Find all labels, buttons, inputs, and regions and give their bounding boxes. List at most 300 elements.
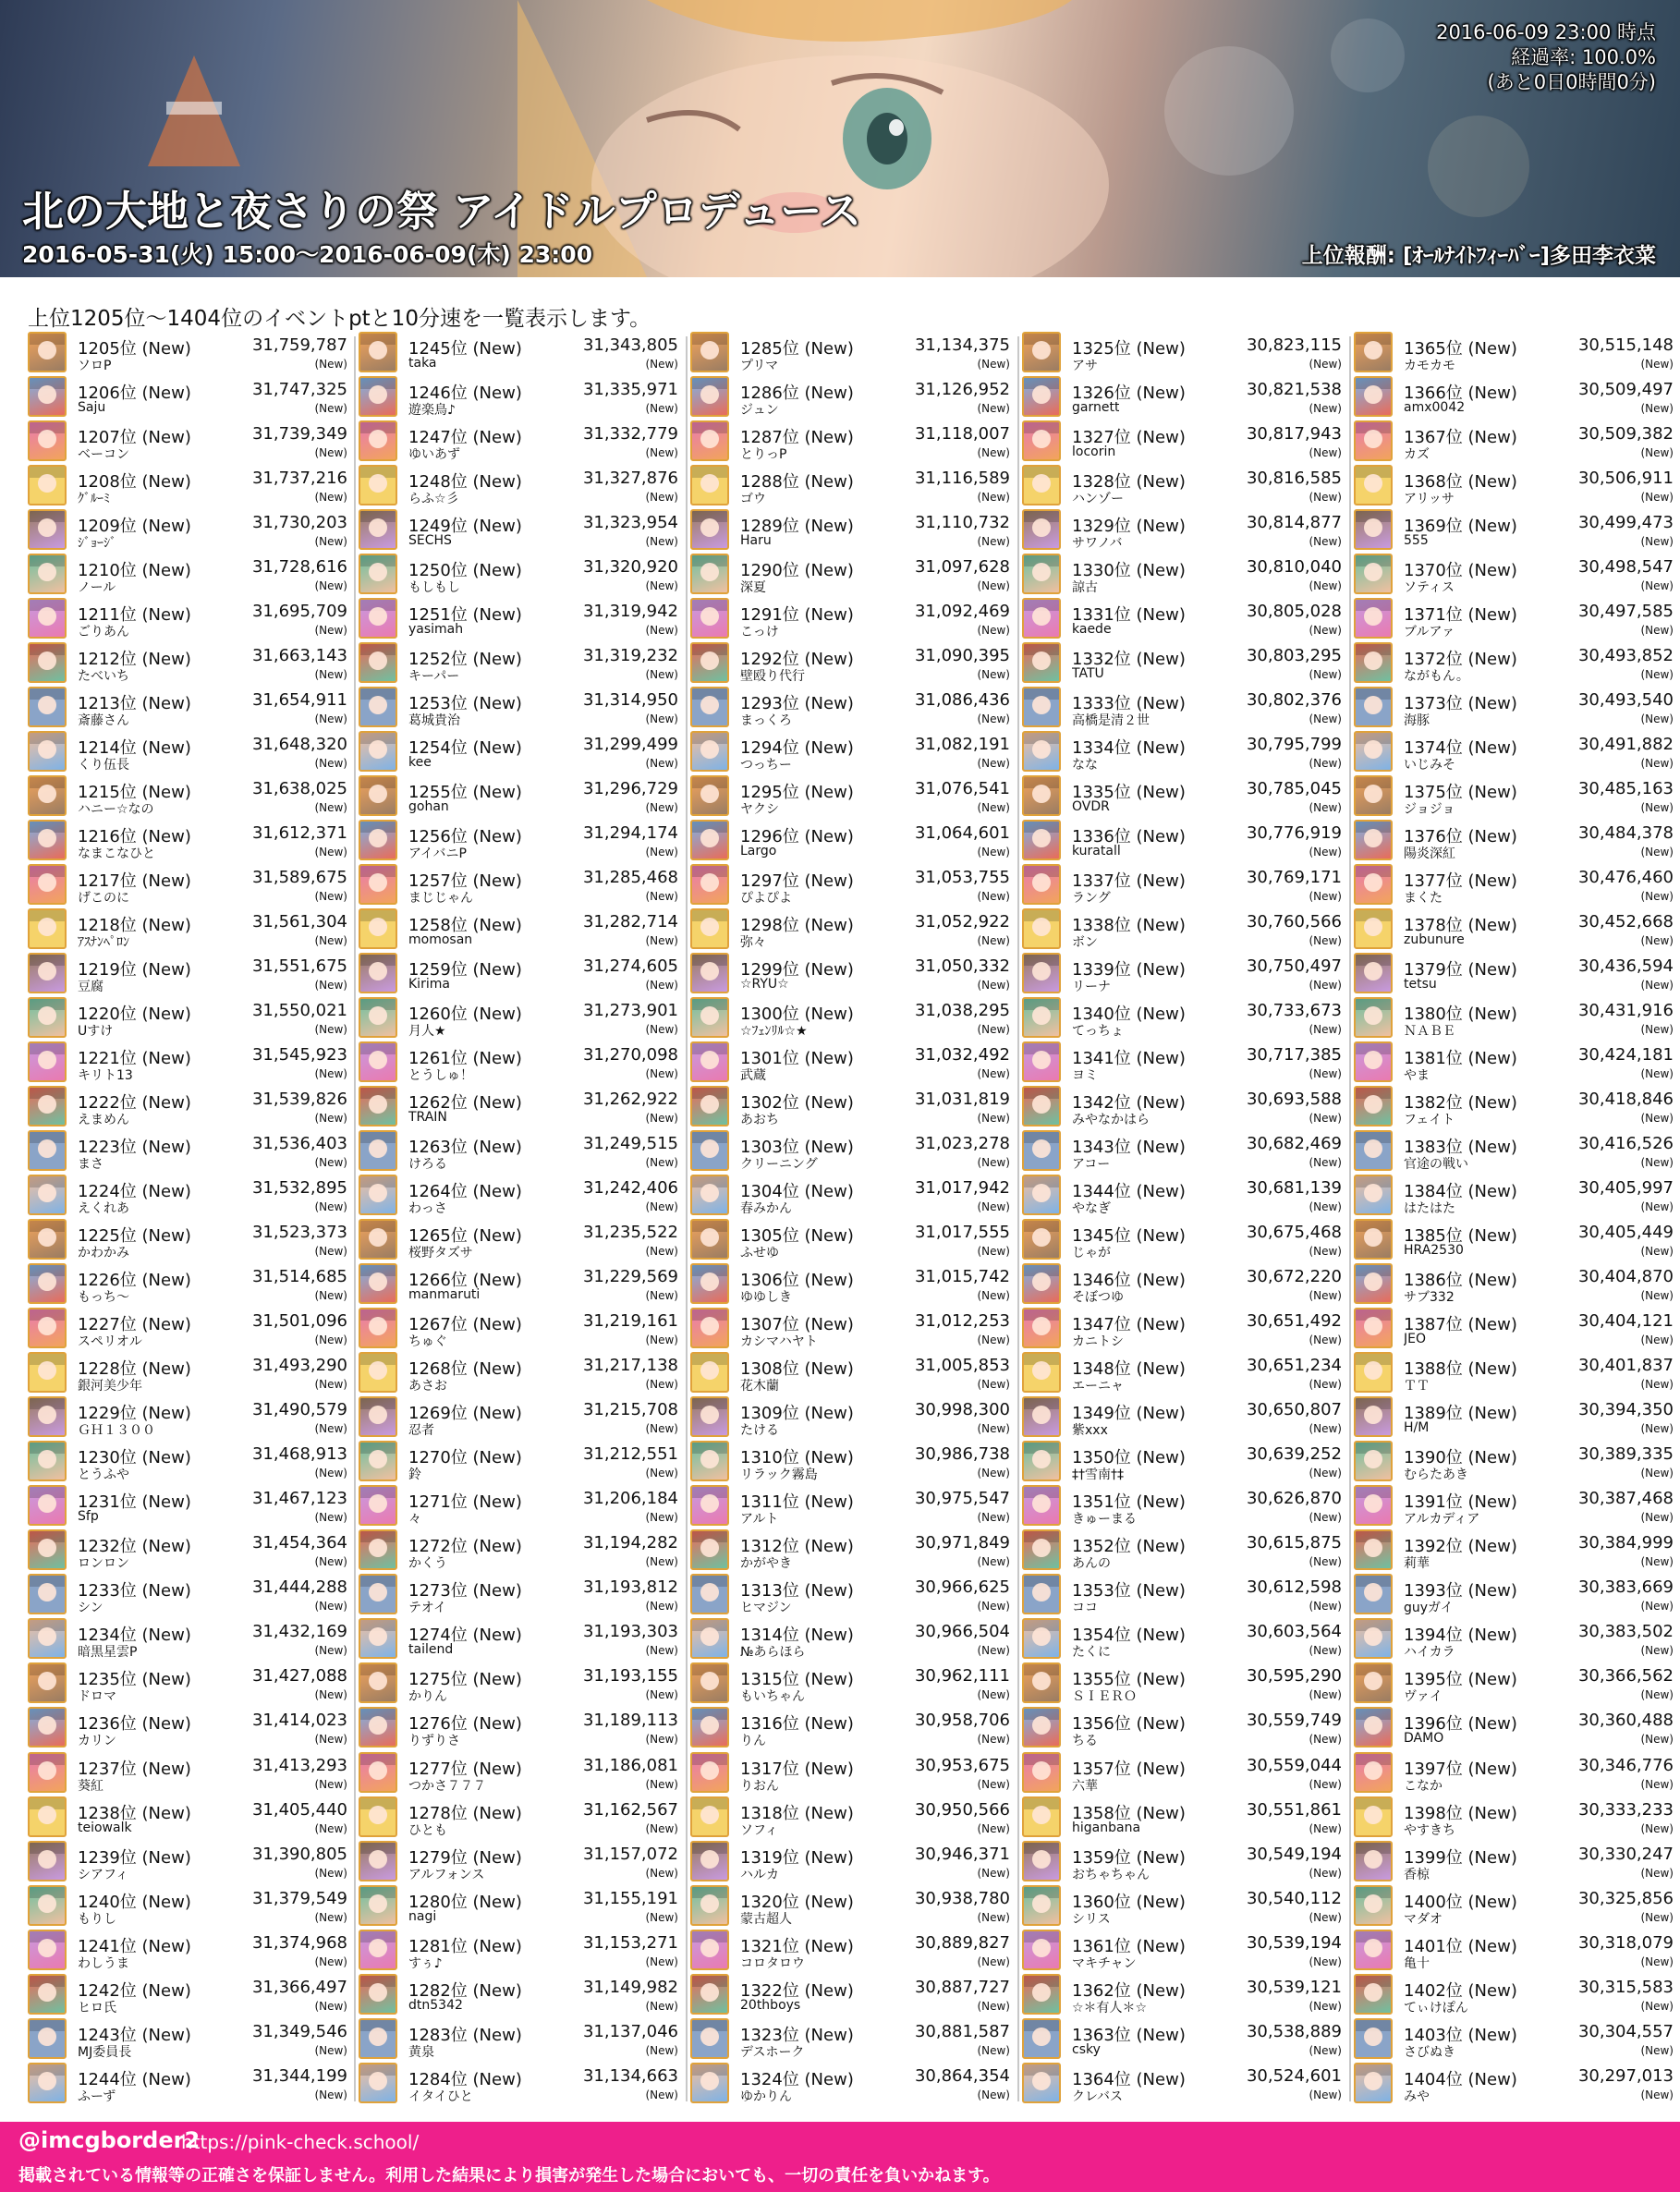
- player-avatar-icon: [690, 997, 729, 1038]
- ten-minute-speed: (New): [1640, 1378, 1674, 1392]
- player-avatar-icon: [690, 332, 729, 372]
- event-points: 30,805,028: [1246, 602, 1342, 622]
- time-remaining: (あと0日0時間0分): [1487, 71, 1656, 93]
- player-avatar-icon: [359, 509, 397, 550]
- event-points: 30,498,547: [1577, 557, 1674, 578]
- ten-minute-speed: (New): [977, 1467, 1010, 1480]
- rank-label: 1211位 (New): [78, 605, 191, 626]
- event-points: 30,509,497: [1577, 380, 1674, 400]
- ten-minute-speed: (New): [1309, 668, 1342, 682]
- ten-minute-speed: (New): [1640, 1467, 1674, 1480]
- player-avatar-icon: [1354, 2063, 1393, 2103]
- ranking-entry: [28, 774, 347, 819]
- ten-minute-speed: (New): [314, 1910, 347, 1924]
- player-avatar-icon: [359, 1885, 397, 1926]
- ranking-entry: [1354, 1351, 1674, 1395]
- event-points: 31,612,371: [251, 823, 347, 844]
- ranking-entry: [1022, 464, 1342, 508]
- player-avatar-icon: [359, 554, 397, 594]
- producer-name: たける: [740, 1423, 779, 1439]
- rank-label: 1350位 (New): [1072, 1448, 1186, 1468]
- rank-label: 1309位 (New): [740, 1404, 854, 1424]
- producer-name: ぴよぴよ: [740, 891, 792, 907]
- ranking-entry: [1022, 1262, 1342, 1307]
- ten-minute-speed: (New): [977, 491, 1010, 505]
- ranking-entry: [359, 1840, 678, 1884]
- event-points: 31,206,184: [582, 1489, 678, 1509]
- producer-name: ＮＡＢＥ: [1404, 1024, 1455, 1040]
- rank-label: 1218位 (New): [78, 916, 191, 936]
- ten-minute-speed: (New): [1309, 1600, 1342, 1614]
- producer-name: 20thboys: [740, 1997, 801, 2013]
- rank-label: 1324位 (New): [740, 2069, 854, 2089]
- player-avatar-icon: [359, 1219, 397, 1260]
- producer-name: たくに: [1072, 1645, 1111, 1661]
- producer-name: ノール: [78, 580, 116, 596]
- event-points: 30,971,849: [914, 1533, 1010, 1553]
- rank-label: 1210位 (New): [78, 561, 191, 581]
- event-points: 30,315,583: [1577, 1977, 1674, 1997]
- player-avatar-icon: [1354, 1796, 1393, 1837]
- rank-label: 1209位 (New): [78, 517, 191, 537]
- ranking-entry: [1354, 641, 1674, 686]
- ten-minute-speed: (New): [1640, 668, 1674, 682]
- producer-name: kee: [408, 755, 432, 771]
- event-points: 30,717,385: [1246, 1045, 1342, 1066]
- producer-name: Saju: [78, 400, 106, 416]
- producer-name: ゆいあず: [408, 447, 460, 463]
- producer-name: ふーず: [78, 2088, 116, 2104]
- rank-label: 1241位 (New): [78, 1936, 191, 1956]
- event-points: 31,327,876: [582, 469, 678, 489]
- ranking-entry: [28, 1617, 347, 1662]
- producer-name: てっちょ: [1072, 1024, 1124, 1040]
- event-points: 31,282,714: [582, 912, 678, 932]
- player-avatar-icon: [690, 953, 729, 993]
- ranking-entry: [1022, 730, 1342, 774]
- event-points: 30,986,738: [914, 1444, 1010, 1465]
- producer-name: TATU: [1072, 666, 1104, 682]
- ranking-entry: [690, 1884, 1010, 1929]
- event-points: 31,274,605: [582, 956, 678, 977]
- rank-label: 1214位 (New): [78, 738, 191, 759]
- ranking-entry: [1022, 1307, 1342, 1351]
- producer-name: 桜野タズサ: [408, 1246, 473, 1261]
- player-avatar-icon: [1354, 420, 1393, 461]
- producer-name: ブルアァ: [1404, 625, 1455, 640]
- ten-minute-speed: (New): [314, 1733, 347, 1747]
- producer-name: あんの: [1072, 1556, 1111, 1572]
- event-points: 31,031,819: [914, 1090, 1010, 1110]
- event-points: 31,319,942: [582, 602, 678, 622]
- event-points: 31,490,579: [251, 1400, 347, 1420]
- rank-label: 1376位 (New): [1404, 827, 1517, 847]
- ranking-column-5: [1354, 331, 1674, 2116]
- event-points: 30,499,473: [1577, 513, 1674, 533]
- event-points: 30,559,749: [1246, 1711, 1342, 1731]
- ten-minute-speed: (New): [1640, 979, 1674, 992]
- player-avatar-icon: [1022, 775, 1061, 816]
- producer-name: かくう: [408, 1556, 447, 1572]
- event-points: 31,728,616: [251, 557, 347, 578]
- ranking-entry: [359, 1174, 678, 1218]
- ten-minute-speed: (New): [1309, 535, 1342, 549]
- producer-name: カモカモ: [1404, 359, 1455, 373]
- rank-label: 1250位 (New): [408, 561, 522, 581]
- ten-minute-speed: (New): [977, 1023, 1010, 1037]
- producer-name: プリマ: [740, 359, 779, 373]
- ranking-entry: [1022, 375, 1342, 420]
- player-avatar-icon: [359, 1618, 397, 1659]
- event-points: 30,493,540: [1577, 690, 1674, 711]
- rank-label: 1271位 (New): [408, 1492, 522, 1513]
- producer-name: ごりあん: [78, 625, 129, 640]
- ten-minute-speed: (New): [1640, 1688, 1674, 1702]
- ranking-entry: [690, 1573, 1010, 1617]
- ranking-entry: [28, 1041, 347, 1085]
- ranking-entry: [1354, 1751, 1674, 1796]
- producer-name: デスホーク: [740, 2044, 805, 2060]
- producer-name: むらたあき: [1404, 1467, 1468, 1483]
- rank-label: 1228位 (New): [78, 1359, 191, 1380]
- ranking-entry: [1022, 863, 1342, 907]
- event-points: 31,116,589: [914, 469, 1010, 489]
- ten-minute-speed: (New): [977, 1999, 1010, 2013]
- producer-name: 官途の戦い: [1404, 1157, 1468, 1173]
- ranking-entry: [1354, 508, 1674, 553]
- event-points: 30,506,911: [1577, 469, 1674, 489]
- ranking-entry: [1354, 1617, 1674, 1662]
- player-avatar-icon: [690, 1841, 729, 1881]
- producer-name: ラング: [1072, 891, 1111, 907]
- event-points: 30,750,497: [1246, 956, 1342, 977]
- player-avatar-icon: [28, 1352, 67, 1393]
- event-points: 31,134,663: [582, 2065, 678, 2086]
- rank-label: 1321位 (New): [740, 1936, 854, 1956]
- rank-label: 1289位 (New): [740, 517, 854, 537]
- ranking-column-1: [28, 331, 347, 2116]
- ten-minute-speed: (New): [977, 712, 1010, 726]
- ranking-entry: [1022, 1796, 1342, 1840]
- site-url-link[interactable]: https://pink-check.school/: [181, 2131, 420, 2153]
- event-points: 30,693,588: [1246, 1090, 1342, 1110]
- column-divider: [354, 336, 356, 2101]
- ten-minute-speed: (New): [1640, 1245, 1674, 1259]
- producer-name: tailend: [408, 1642, 454, 1658]
- ten-minute-speed: (New): [314, 624, 347, 638]
- rank-label: 1328位 (New): [1072, 472, 1186, 493]
- event-points: 31,086,436: [914, 690, 1010, 711]
- rank-label: 1223位 (New): [78, 1138, 191, 1158]
- ranking-entry: [1354, 1973, 1674, 2017]
- rank-label: 1242位 (New): [78, 1980, 191, 2001]
- event-points: 31,157,072: [582, 1844, 678, 1864]
- event-points: 31,162,567: [582, 1799, 678, 1820]
- producer-name: カニトシ: [1072, 1334, 1124, 1350]
- event-points: 31,015,742: [914, 1267, 1010, 1287]
- ten-minute-speed: (New): [645, 757, 678, 771]
- rank-label: 1359位 (New): [1072, 1847, 1186, 1868]
- ten-minute-speed: (New): [977, 1733, 1010, 1747]
- producer-name: ＳＩＥＲＯ: [1072, 1689, 1137, 1705]
- ranking-entry: [1354, 1662, 1674, 1706]
- player-avatar-icon: [1354, 1707, 1393, 1748]
- event-points: 31,110,732: [914, 513, 1010, 533]
- player-avatar-icon: [359, 1574, 397, 1614]
- ranking-entry: [28, 420, 347, 464]
- event-points: 31,149,982: [582, 1977, 678, 1997]
- ranking-entry: [359, 464, 678, 508]
- player-avatar-icon: [28, 509, 67, 550]
- rank-label: 1377位 (New): [1404, 871, 1517, 892]
- event-points: 31,427,088: [251, 1666, 347, 1687]
- rank-label: 1219位 (New): [78, 960, 191, 980]
- ranking-entry: [690, 464, 1010, 508]
- player-avatar-icon: [359, 1662, 397, 1703]
- ranking-entry: [690, 1796, 1010, 1840]
- rank-label: 1360位 (New): [1072, 1892, 1186, 1912]
- producer-name: アサ: [1072, 359, 1098, 373]
- ranking-entry: [1022, 952, 1342, 996]
- player-avatar-icon: [690, 864, 729, 905]
- event-points: 31,193,155: [582, 1666, 678, 1687]
- ten-minute-speed: (New): [645, 1600, 678, 1614]
- rank-label: 1319位 (New): [740, 1847, 854, 1868]
- producer-name: tetsu: [1404, 977, 1437, 992]
- player-avatar-icon: [690, 1175, 729, 1215]
- ranking-entry: [690, 819, 1010, 863]
- ten-minute-speed: (New): [1640, 446, 1674, 460]
- player-avatar-icon: [359, 1175, 397, 1215]
- ten-minute-speed: (New): [314, 1821, 347, 1835]
- ten-minute-speed: (New): [314, 1023, 347, 1037]
- rank-label: 1215位 (New): [78, 783, 191, 803]
- player-avatar-icon: [690, 1219, 729, 1260]
- rank-label: 1273位 (New): [408, 1581, 522, 1601]
- player-avatar-icon: [690, 376, 729, 417]
- event-points: 31,759,787: [251, 335, 347, 355]
- ten-minute-speed: (New): [1309, 1999, 1342, 2013]
- producer-name: 紫xxx: [1072, 1423, 1108, 1439]
- event-points: 31,532,895: [251, 1178, 347, 1199]
- player-avatar-icon: [690, 554, 729, 594]
- producer-name: わしうま: [78, 1955, 129, 1971]
- rank-label: 1206位 (New): [78, 384, 191, 404]
- producer-name: こなか: [1404, 1778, 1443, 1794]
- producer-name: manmaruti: [408, 1287, 481, 1303]
- ranking-entry: [1354, 907, 1674, 952]
- ranking-entry: [28, 1973, 347, 2017]
- rank-label: 1244位 (New): [78, 2069, 191, 2089]
- ten-minute-speed: (New): [977, 1600, 1010, 1614]
- rank-label: 1396位 (New): [1404, 1714, 1517, 1735]
- rank-label: 1363位 (New): [1072, 2025, 1186, 2045]
- ranking-entry: [690, 2062, 1010, 2106]
- ten-minute-speed: (New): [314, 1555, 347, 1569]
- ranking-entry: [28, 331, 347, 375]
- ten-minute-speed: (New): [1640, 712, 1674, 726]
- player-avatar-icon: [28, 1308, 67, 1348]
- producer-name: ヒロ氏: [78, 2000, 116, 2015]
- ten-minute-speed: (New): [1640, 2043, 1674, 2057]
- ten-minute-speed: (New): [314, 1511, 347, 1525]
- event-title: 北の大地と夜さりの祭 アイドルプロデュース: [22, 187, 862, 236]
- player-avatar-icon: [28, 1219, 67, 1260]
- producer-name: 555: [1404, 533, 1429, 549]
- rank-label: 1395位 (New): [1404, 1670, 1517, 1690]
- player-avatar-icon: [359, 376, 397, 417]
- rank-label: 1226位 (New): [78, 1271, 191, 1291]
- producer-name: つっちー: [740, 758, 792, 773]
- ten-minute-speed: (New): [1640, 1955, 1674, 1968]
- producer-name: 遊楽鳥♪: [408, 403, 456, 419]
- rank-label: 1239位 (New): [78, 1847, 191, 1868]
- producer-name: ドロマ: [78, 1689, 116, 1705]
- ranking-entry: [1354, 1706, 1674, 1750]
- ranking-entry: [690, 331, 1010, 375]
- event-points: 30,540,112: [1246, 1888, 1342, 1908]
- rank-label: 1339位 (New): [1072, 960, 1186, 980]
- event-points: 30,404,870: [1577, 1267, 1674, 1287]
- ranking-entry: [1354, 1840, 1674, 1884]
- rank-label: 1314位 (New): [740, 1626, 854, 1646]
- event-points: 30,416,526: [1577, 1134, 1674, 1154]
- producer-name: 莉華: [1404, 1556, 1430, 1572]
- rank-label: 1394位 (New): [1404, 1626, 1517, 1646]
- rank-label: 1306位 (New): [740, 1271, 854, 1291]
- event-points: 30,881,587: [914, 2021, 1010, 2041]
- producer-name: アコー: [1072, 1157, 1111, 1173]
- event-points: 30,595,290: [1246, 1666, 1342, 1687]
- producer-name: ハイカラ: [1404, 1645, 1455, 1661]
- player-avatar-icon: [28, 1662, 67, 1703]
- player-avatar-icon: [28, 953, 67, 993]
- player-avatar-icon: [28, 1707, 67, 1748]
- producer-name: ☆ﾌｪﾝﾘﾙ☆★: [740, 1024, 808, 1040]
- producer-name: HRA2530: [1404, 1243, 1464, 1259]
- player-avatar-icon: [690, 1130, 729, 1171]
- ten-minute-speed: (New): [1640, 624, 1674, 638]
- producer-name: csky: [1072, 2041, 1101, 2057]
- player-avatar-icon: [359, 1130, 397, 1171]
- producer-name: くり伍長: [78, 758, 129, 773]
- event-points: 30,424,181: [1577, 1045, 1674, 1066]
- ranking-entry: [28, 1351, 347, 1395]
- event-points: 30,603,564: [1246, 1622, 1342, 1642]
- rank-label: 1243位 (New): [78, 2025, 191, 2045]
- player-avatar-icon: [1022, 1796, 1061, 1837]
- ten-minute-speed: (New): [1309, 712, 1342, 726]
- event-points: 31,374,968: [251, 1932, 347, 1953]
- player-avatar-icon: [359, 775, 397, 816]
- ranking-entry: [359, 774, 678, 819]
- ranking-entry: [28, 952, 347, 996]
- event-points: 31,270,098: [582, 1045, 678, 1066]
- player-avatar-icon: [359, 332, 397, 372]
- rank-label: 1216位 (New): [78, 827, 191, 847]
- player-avatar-icon: [1354, 1618, 1393, 1659]
- producer-name: とうふや: [78, 1467, 129, 1483]
- ten-minute-speed: (New): [1640, 846, 1674, 859]
- ten-minute-speed: (New): [1309, 2043, 1342, 2057]
- ranking-entry: [28, 1395, 347, 1440]
- player-avatar-icon: [1354, 1974, 1393, 2015]
- ten-minute-speed: (New): [1640, 1289, 1674, 1303]
- player-avatar-icon: [28, 554, 67, 594]
- ranking-entry: [690, 730, 1010, 774]
- ranking-entry: [28, 1262, 347, 1307]
- rank-label: 1313位 (New): [740, 1581, 854, 1601]
- ranking-entry: [359, 420, 678, 464]
- rank-label: 1373位 (New): [1404, 694, 1517, 714]
- ranking-entry: [359, 1796, 678, 1840]
- event-points: 30,814,877: [1246, 513, 1342, 533]
- producer-name: 高橋是清２世: [1072, 713, 1150, 729]
- ten-minute-speed: (New): [314, 890, 347, 904]
- producer-name: ソロP: [78, 359, 112, 373]
- producer-name: サブ332: [1404, 1290, 1455, 1306]
- event-points: 30,330,247: [1577, 1844, 1674, 1864]
- player-avatar-icon: [359, 908, 397, 949]
- ranking-entry: [1022, 1751, 1342, 1796]
- twitter-handle-link[interactable]: @imcgborder2: [18, 2127, 201, 2153]
- player-avatar-icon: [1022, 332, 1061, 372]
- ten-minute-speed: (New): [1309, 1378, 1342, 1392]
- producer-name: もいちゃん: [740, 1689, 805, 1705]
- player-avatar-icon: [1354, 1263, 1393, 1304]
- ranking-entry: [359, 686, 678, 730]
- event-points: 31,092,469: [914, 602, 1010, 622]
- producer-name: すぅ♪: [408, 1955, 443, 1971]
- ranking-entry: [359, 1307, 678, 1351]
- event-points: 31,323,954: [582, 513, 678, 533]
- producer-name: ゆゆしき: [740, 1290, 792, 1306]
- player-avatar-icon: [1354, 598, 1393, 639]
- ranking-entry: [359, 2062, 678, 2106]
- producer-name: まさ: [78, 1157, 103, 1173]
- rank-label: 1331位 (New): [1072, 605, 1186, 626]
- event-points: 30,966,504: [914, 1622, 1010, 1642]
- player-avatar-icon: [359, 1974, 397, 2015]
- ten-minute-speed: (New): [314, 2043, 347, 2057]
- event-points: 31,193,812: [582, 1577, 678, 1598]
- player-avatar-icon: [1022, 1352, 1061, 1393]
- producer-name: カリン: [78, 1734, 116, 1749]
- event-points: 30,491,882: [1577, 735, 1674, 755]
- player-avatar-icon: [1354, 554, 1393, 594]
- producer-name: 諒古: [1072, 580, 1098, 596]
- ten-minute-speed: (New): [977, 668, 1010, 682]
- ranking-entry: [1022, 1440, 1342, 1484]
- producer-name: ながもん。: [1404, 669, 1469, 685]
- producer-name: なまこなひと: [78, 846, 155, 862]
- event-points: 31,501,096: [251, 1311, 347, 1332]
- ten-minute-speed: (New): [1640, 1156, 1674, 1170]
- producer-name: ヤクシ: [740, 802, 779, 818]
- ranking-entry: [359, 1573, 678, 1617]
- rank-label: 1356位 (New): [1072, 1714, 1186, 1735]
- player-avatar-icon: [1022, 1974, 1061, 2015]
- rank-label: 1269位 (New): [408, 1404, 522, 1424]
- event-points: 31,493,290: [251, 1356, 347, 1376]
- producer-name: ｸﾞﾙｰﾐ: [78, 492, 110, 507]
- rank-label: 1287位 (New): [740, 428, 854, 448]
- rank-label: 1266位 (New): [408, 1271, 522, 1291]
- ten-minute-speed: (New): [314, 1289, 347, 1303]
- rank-label: 1332位 (New): [1072, 650, 1186, 670]
- producer-name: とうしゅ！: [408, 1068, 473, 1084]
- ten-minute-speed: (New): [645, 801, 678, 815]
